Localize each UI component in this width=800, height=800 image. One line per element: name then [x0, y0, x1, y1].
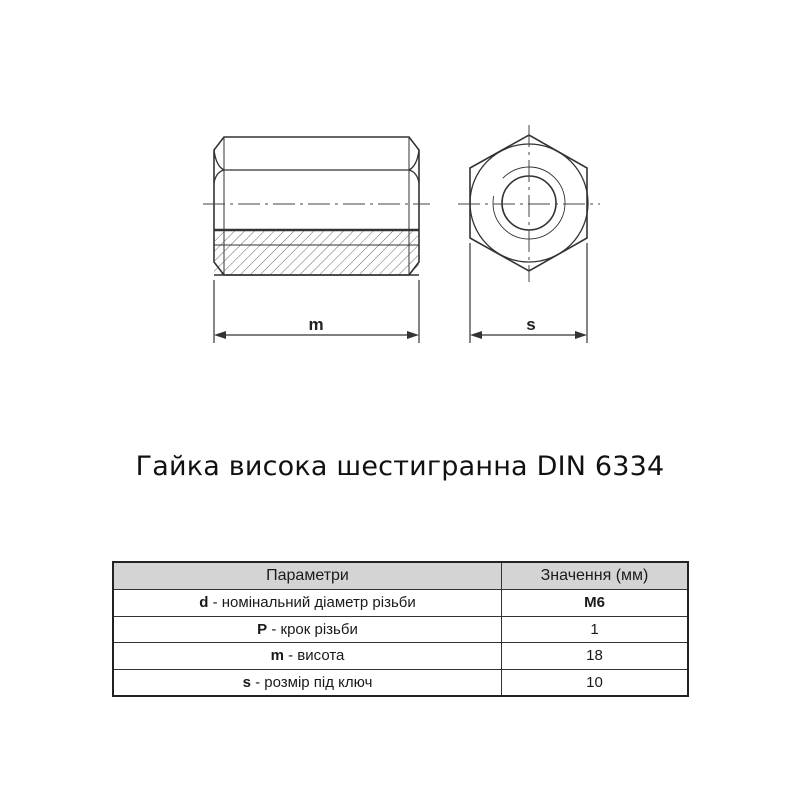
header-parameters: Параметри — [113, 562, 502, 590]
param-description: - висота — [283, 647, 345, 665]
param-symbol: d — [199, 594, 209, 612]
dimension-s-label: s — [526, 315, 536, 334]
table-row — [113, 590, 688, 617]
value-cell: 1 — [502, 616, 689, 643]
param-symbol: s — [242, 673, 251, 691]
param-description: - номінальний діаметр різьби — [208, 594, 416, 612]
parameters-table — [112, 561, 689, 697]
param-description: - крок різьби — [267, 620, 358, 638]
dimension-m-label: m — [308, 315, 324, 334]
table-row — [113, 616, 688, 643]
value-cell: 18 — [502, 643, 689, 670]
nut-side-view — [203, 137, 430, 275]
table-row — [113, 643, 688, 670]
param-symbol: m — [270, 647, 284, 665]
param-cell — [113, 643, 502, 670]
param-description: - розмір під ключ — [250, 673, 373, 691]
value-cell: M6 — [502, 590, 689, 617]
param-cell — [113, 590, 502, 617]
table-header-row — [113, 562, 688, 590]
value-cell: 10 — [502, 669, 689, 696]
param-symbol: P — [257, 620, 268, 638]
param-cell — [113, 616, 502, 643]
page-title: Гайка висока шестигранна DIN 6334 — [135, 451, 665, 482]
nut-front-view — [458, 125, 600, 282]
table-row — [113, 669, 688, 696]
header-values: Значення (мм) — [502, 562, 689, 590]
param-cell — [113, 669, 502, 696]
